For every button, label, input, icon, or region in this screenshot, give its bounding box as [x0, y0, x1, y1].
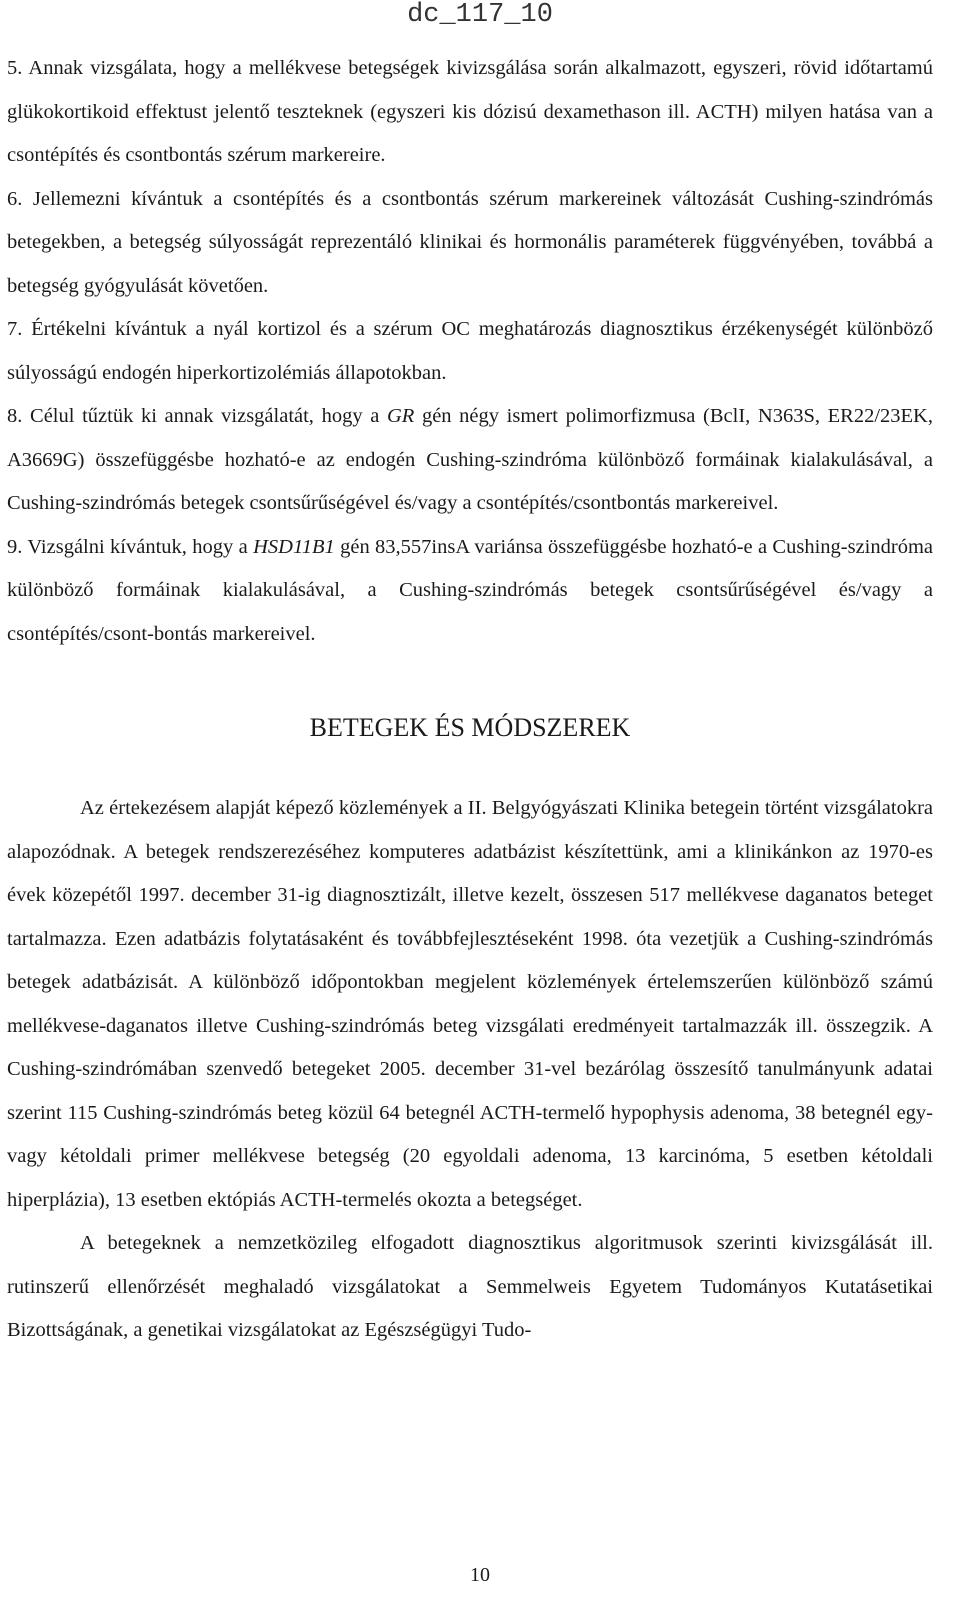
objective-item-7: 7. Értékelni kívántuk a nyál kortizol és a szérum OC meghatározás diagnosztikus érzékenységét különböző súlyosságú endogén hiperkortizolémiás állapotokban.: [7, 318, 933, 384]
gene-name-hsd11b1: HSD11B1: [253, 535, 335, 558]
objective-item-5: 5. Annak vizsgálata, hogy a mellékvese betegségek kivizsgálása során alkalmazott, egyszeri, rövid időtartamú glükokortikoid effektust jelentő teszteknek (egyszeri kis dózisú dexamethason ill. ACTH) milyen hatása van a csontépítés és csontbontás szérum markereire.: [7, 57, 933, 166]
page-number: 10: [470, 1564, 490, 1586]
section-paragraph-2: A betegeknek a nemzetközileg elfogadott diagnosztikus algoritmusok szerinti kivizsgálását ill. rutinszerű ellenőrzését meghaladó vizsgálatokat a Semmelweis Egyetem Tudományos Kutatásetikai Bizottságának, a genetikai vizsgálatokat az Egészségügyi Tudo-: [7, 1232, 933, 1341]
objective-item-9-text-end: gén 83,557insA variánsa összefüggésbe hozható-e a Cushing-szindróma különböző formáinak kialakulásával, a Cushing-szindrómás betegek csontsűrűségével és/vagy a csontépítés/csont-bontás markereivel.: [7, 535, 933, 645]
objective-item-8-text-start: 8. Célul tűztük ki annak vizsgálatát, hogy a: [7, 405, 387, 427]
section-title: BETEGEK ÉS MÓDSZEREK: [309, 713, 631, 742]
document-body: [7, 47, 933, 1353]
gene-name-gr: GR: [386, 405, 415, 427]
document-code-header: dc_117_10: [407, 0, 553, 30]
section-paragraph-1: Az értekezésem alapját képező közlemények a II. Belgyógyászati Klinika betegein történt vizsgálatokra alapozódnak. A betegek rendszerezéséhez komputeres adatbázist készítettünk, ami a klinikánkon az 1970-es évek közepétől 1997. december 31-ig diagnosztizált, illetve kezelt, összesen 517 mellékvese daganatos beteget tartalmazza. Ezen adatbázis folytatásaként és továbbfejlesztéseként 1998. óta vezetjük a Cushing-szindrómás betegek adatbázisát. A különböző időpontokban megjelent közlemények értelemszerűen különböző számú mellékvese-daganatos illetve Cushing-szindrómás beteg vizsgálati eredményeit tartalmazzák ill. összegzik. A Cushing-szindrómában szenvedő betegeket 2005. december 31-vel bezárólag összesítő tanulmányunk adatai szerint 115 Cushing-szindrómás beteg közül 64 betegnél ACTH-termelő hypophysis adenoma, 38 betegnél egy- vagy kétoldali primer mellékvese betegség (20 egyoldali adenoma, 13 karcinóma, 5 esetben kétoldali hiperplázia), 13 esetben ektópiás ACTH-termelés okozta a betegséget.: [7, 797, 933, 1211]
objective-item-9-text-start: 9. Vizsgálni kívántuk, hogy a: [7, 535, 254, 558]
objective-item-8: [7, 395, 933, 526]
objective-item-8-text-end: gén négy ismert polimorfizmusa (BclI, N363S, ER22/23EK, A3669G) összefüggésbe hozható-e az endogén Cushing-szindróma különböző formáinak kialakulásával, a Cushing-szindrómás betegek csontsűrűségével és/vagy a csontépítés/csontbontás markereivel.: [7, 405, 933, 514]
objective-item-6: 6. Jellemezni kívántuk a csontépítés és a csontbontás szérum markereinek változását Cushing-szindrómás betegekben, a betegség súlyosságát reprezentáló klinikai és hormonális paraméterek függvényében, továbbá a betegség gyógyulását követően.: [7, 187, 933, 297]
objective-item-9: [7, 526, 933, 657]
